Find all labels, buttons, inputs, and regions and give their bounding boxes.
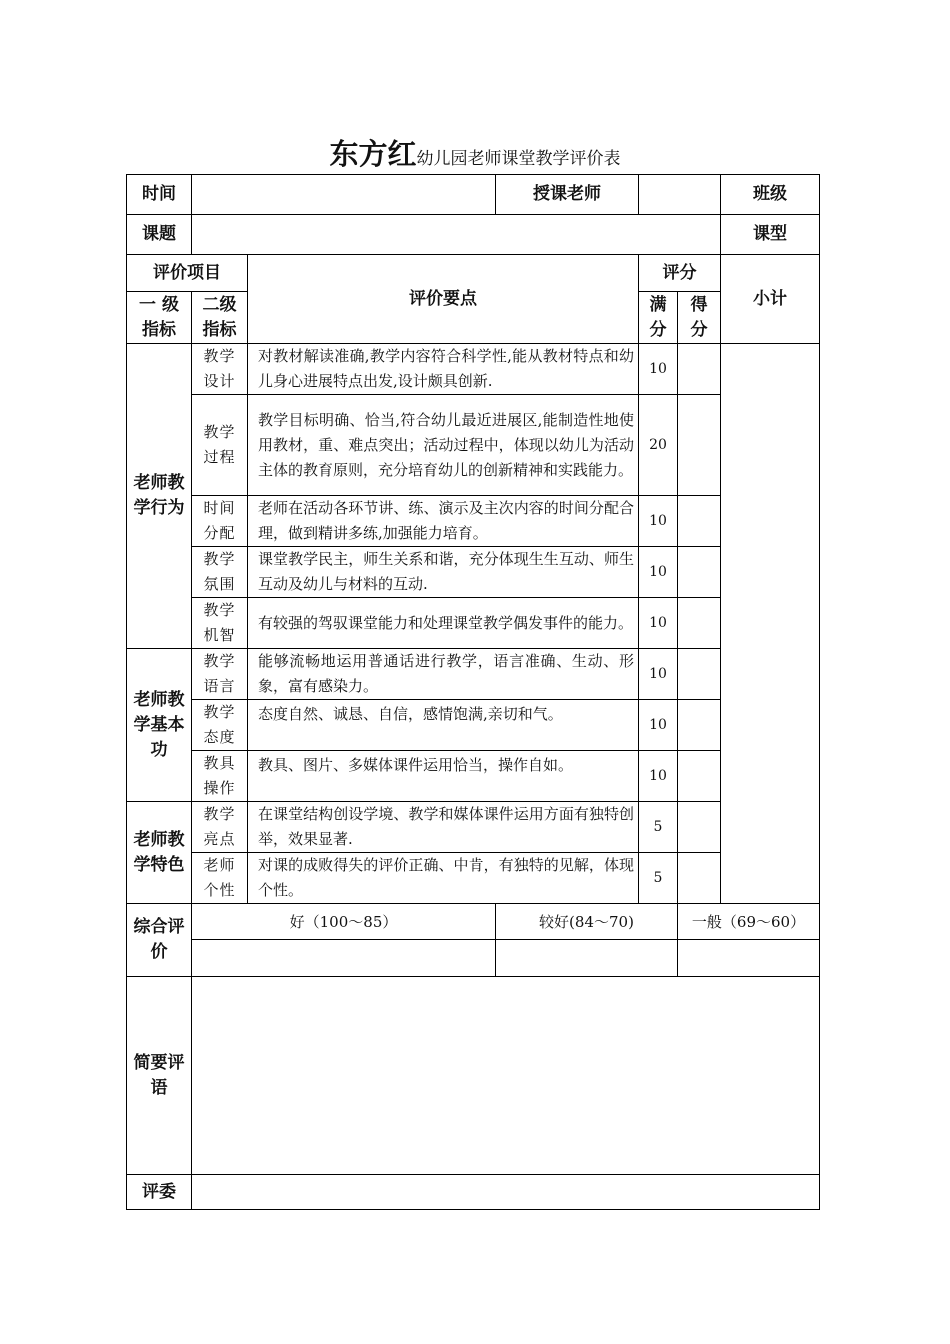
score-input[interactable] xyxy=(678,649,721,700)
score-input[interactable] xyxy=(678,496,721,547)
grade-fairly-good: 较好(84～70) xyxy=(496,904,678,940)
score-input[interactable] xyxy=(678,802,721,853)
got-score-header: 得 分 xyxy=(678,292,721,344)
judges-label: 评委 xyxy=(127,1175,192,1210)
section-name: 老师教学基本功 xyxy=(127,649,192,802)
sub-indicator: 时间分配 xyxy=(192,496,248,547)
comments-label: 简要评语 xyxy=(127,977,192,1175)
eval-item-header: 评价项目 xyxy=(127,255,248,292)
sub-indicator: 教具操作 xyxy=(192,751,248,802)
time-field[interactable] xyxy=(192,175,496,215)
grade-good-field[interactable] xyxy=(192,940,496,977)
sub-indicator: 教学机智 xyxy=(192,598,248,649)
grade-good: 好（100～85） xyxy=(192,904,496,940)
criterion-text: 课堂教学民主，师生关系和谐，充分体现生生互动、师生互动及幼儿与材料的互动. xyxy=(248,547,639,598)
full-score: 10 xyxy=(639,547,678,598)
subtotal-field[interactable] xyxy=(721,344,820,904)
criterion-text: 教具、图片、多媒体课件运用恰当，操作自如。 xyxy=(248,751,639,802)
title-rest: 幼儿园老师课堂教学评价表 xyxy=(416,149,621,169)
sub-indicator: 教学氛围 xyxy=(192,547,248,598)
teacher-label: 授课老师 xyxy=(496,175,639,215)
sub-indicator: 教学语言 xyxy=(192,649,248,700)
subtotal-header: 小计 xyxy=(721,255,820,344)
topic-label: 课题 xyxy=(127,215,192,255)
section-name: 老师教学行为 xyxy=(127,344,192,649)
page-title xyxy=(0,132,950,173)
criterion-text: 教学目标明确、恰当,符合幼儿最近进展区,能制造性地使用教材，重、难点突出；活动过程中，体现以幼儿为活动主体的教育原则，充分培育幼儿的创新精神和实践能力。 xyxy=(248,395,639,496)
sub-indicator: 教学态度 xyxy=(192,700,248,751)
comments-field[interactable] xyxy=(192,977,820,1175)
full-score: 10 xyxy=(639,496,678,547)
level2-header: 二级 指标 xyxy=(192,292,248,344)
section-name: 老师教学特色 xyxy=(127,802,192,904)
level1-header: 一 级 指标 xyxy=(127,292,192,344)
grade-average: 一般（69～60） xyxy=(678,904,820,940)
grade-average-field[interactable] xyxy=(678,940,820,977)
full-score: 10 xyxy=(639,649,678,700)
title-bold: 东方红 xyxy=(329,137,417,171)
score-header: 评分 xyxy=(639,255,721,292)
criterion-text: 对教材解读准确,教学内容符合科学性,能从教材特点和幼儿身心进展特点出发,设计颇具创新. xyxy=(248,344,639,395)
full-score: 20 xyxy=(639,395,678,496)
sub-indicator: 教学设计 xyxy=(192,344,248,395)
class-label: 班级 xyxy=(721,175,820,215)
full-score: 10 xyxy=(639,344,678,395)
criterion-text: 对课的成败得失的评价正确、中肯，有独特的见解，体现个性。 xyxy=(248,853,639,904)
sub-indicator: 老师个性 xyxy=(192,853,248,904)
criterion-text: 在课堂结构创设学境、教学和媒体课件运用方面有独特创举，效果显著. xyxy=(248,802,639,853)
criterion-text: 态度自然、诚恳、自信，感情饱满,亲切和气。 xyxy=(248,700,639,751)
score-input[interactable] xyxy=(678,395,721,496)
evaluation-table xyxy=(126,174,820,1210)
score-input[interactable] xyxy=(678,700,721,751)
full-score: 5 xyxy=(639,802,678,853)
type-label: 课型 xyxy=(721,215,820,255)
sub-indicator: 教学亮点 xyxy=(192,802,248,853)
score-input[interactable] xyxy=(678,344,721,395)
judges-field[interactable] xyxy=(192,1175,820,1210)
score-input[interactable] xyxy=(678,751,721,802)
topic-field[interactable] xyxy=(192,215,721,255)
overall-label: 综合评价 xyxy=(127,904,192,977)
criterion-text: 老师在活动各环节讲、练、演示及主次内容的时间分配合理，做到精讲多练,加强能力培育。 xyxy=(248,496,639,547)
score-input[interactable] xyxy=(678,853,721,904)
score-input[interactable] xyxy=(678,547,721,598)
sub-indicator: 教学过程 xyxy=(192,395,248,496)
criterion-text: 能够流畅地运用普通话进行教学，语言准确、生动、形象，富有感染力。 xyxy=(248,649,639,700)
eval-points-header: 评价要点 xyxy=(248,255,639,344)
time-label: 时间 xyxy=(127,175,192,215)
criterion-text: 有较强的驾驭课堂能力和处理课堂教学偶发事件的能力。 xyxy=(248,598,639,649)
teacher-field[interactable] xyxy=(639,175,721,215)
full-score: 10 xyxy=(639,700,678,751)
score-input[interactable] xyxy=(678,598,721,649)
full-score-header: 满 分 xyxy=(639,292,678,344)
full-score: 10 xyxy=(639,598,678,649)
full-score: 5 xyxy=(639,853,678,904)
full-score: 10 xyxy=(639,751,678,802)
grade-fairly-good-field[interactable] xyxy=(496,940,678,977)
